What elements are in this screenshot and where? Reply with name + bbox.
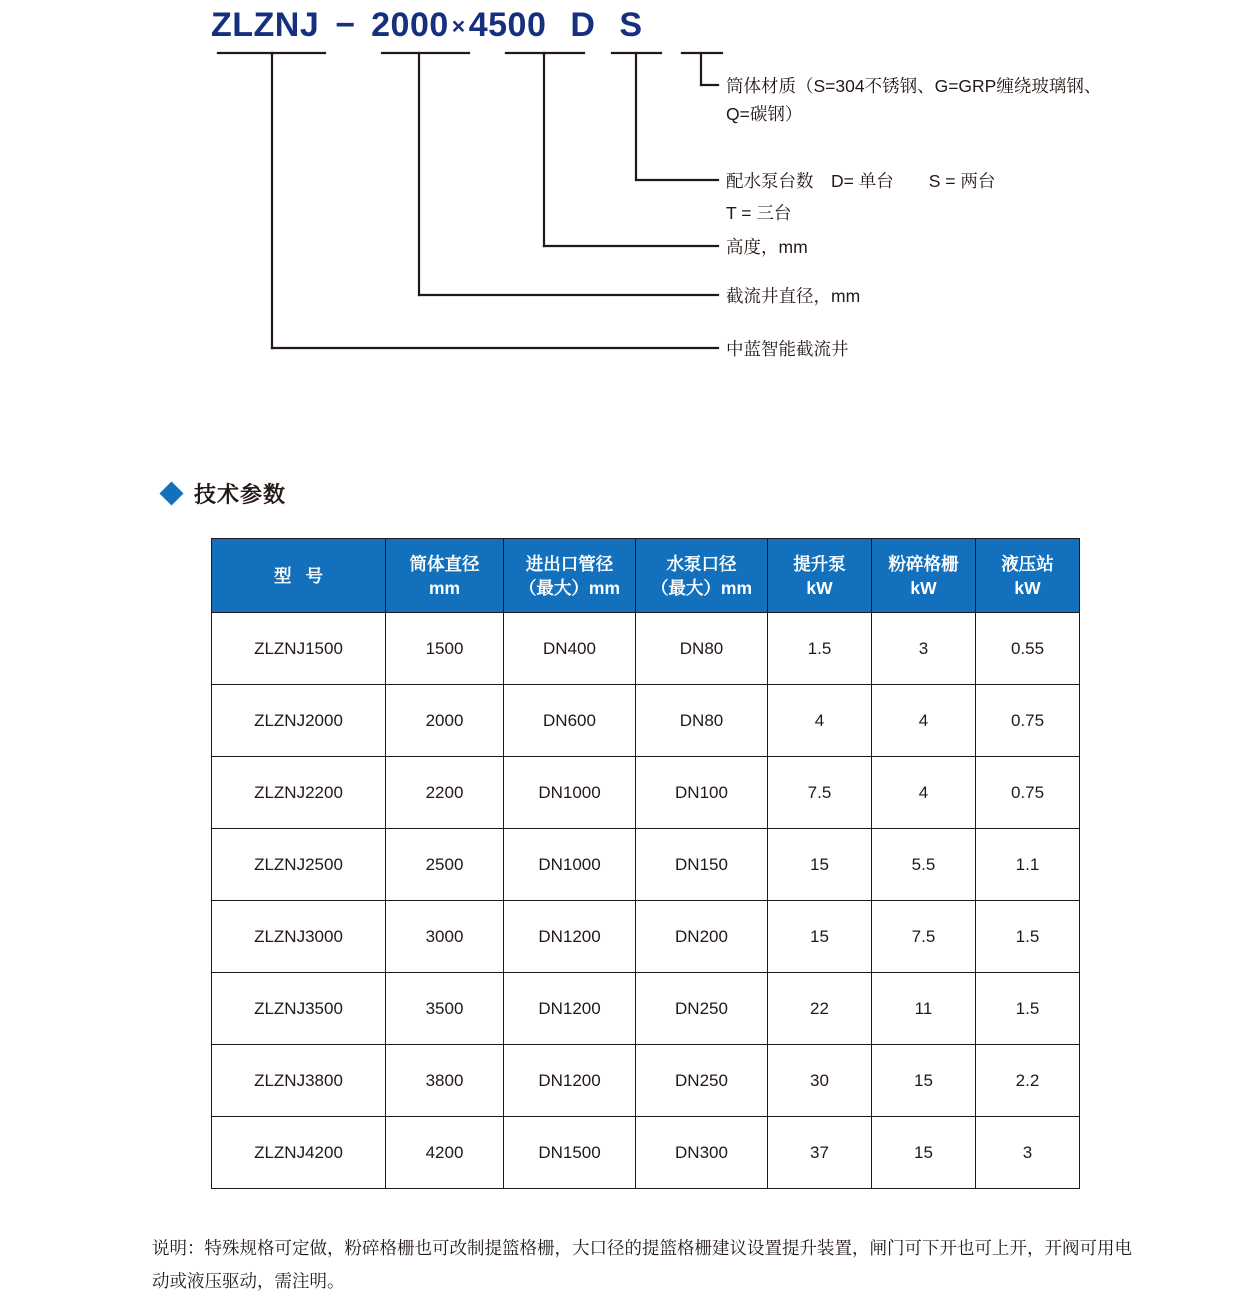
model-code-dash: − bbox=[335, 6, 356, 44]
cell-diameter: 2000 bbox=[386, 685, 504, 757]
cell-lift-pump: 15 bbox=[768, 829, 872, 901]
annotation-height: 高度，mm bbox=[726, 237, 808, 257]
cell-hydraulic-station: 0.75 bbox=[976, 685, 1080, 757]
cell-pump-diameter: DN80 bbox=[636, 613, 768, 685]
table-row bbox=[212, 829, 1080, 901]
table-row bbox=[212, 685, 1080, 757]
column-header-grinder: 粉碎格栅 kW bbox=[872, 539, 976, 613]
cell-lift-pump: 1.5 bbox=[768, 613, 872, 685]
table-row bbox=[212, 973, 1080, 1045]
diamond-bullet-icon bbox=[159, 481, 183, 505]
cell-lift-pump: 15 bbox=[768, 901, 872, 973]
cell-diameter: 3000 bbox=[386, 901, 504, 973]
cell-hydraulic-station: 3 bbox=[976, 1117, 1080, 1189]
section-heading bbox=[163, 478, 286, 509]
cell-hydraulic-station: 1.1 bbox=[976, 829, 1080, 901]
column-header-lift-pump: 提升泵 kW bbox=[768, 539, 872, 613]
annotation-material: 筒体材质（S=304不锈钢、G=GRP缠绕玻璃钢、Q=碳钢） bbox=[726, 76, 1102, 124]
cell-model: ZLZNJ3000 bbox=[212, 901, 386, 973]
column-header-diameter: 筒体直径 mm bbox=[386, 539, 504, 613]
cell-hydraulic-station: 2.2 bbox=[976, 1045, 1080, 1117]
cell-pipe-diameter: DN400 bbox=[504, 613, 636, 685]
cell-model: ZLZNJ4200 bbox=[212, 1117, 386, 1189]
table-row bbox=[212, 1117, 1080, 1189]
cell-pump-diameter: DN200 bbox=[636, 901, 768, 973]
cell-pump-diameter: DN150 bbox=[636, 829, 768, 901]
cell-model: ZLZNJ1500 bbox=[212, 613, 386, 685]
cell-lift-pump: 37 bbox=[768, 1117, 872, 1189]
model-code-material: S bbox=[619, 6, 643, 44]
cell-pipe-diameter: DN1000 bbox=[504, 757, 636, 829]
cell-pipe-diameter: DN1000 bbox=[504, 829, 636, 901]
cell-lift-pump: 22 bbox=[768, 973, 872, 1045]
cell-grinder: 4 bbox=[872, 685, 976, 757]
technical-parameters-table bbox=[211, 538, 1080, 1189]
column-header-pump-diameter: 水泵口径 （最大）mm bbox=[636, 539, 768, 613]
cell-diameter: 1500 bbox=[386, 613, 504, 685]
annotation-pump-count-line2: T = 三台 bbox=[726, 203, 792, 223]
table-header-row bbox=[212, 539, 1080, 613]
model-code-diagram bbox=[0, 0, 1258, 400]
model-code-pump-count: D bbox=[570, 6, 596, 44]
footnote: 说明：特殊规格可定做，粉碎格栅也可改制提篮格栅，大口径的提篮格栅建议设置提升装置，闸门可下开也可上开，开阀可用电动或液压驱动，需注明。 bbox=[152, 1238, 1132, 1291]
cell-hydraulic-station: 1.5 bbox=[976, 901, 1080, 973]
cell-lift-pump: 4 bbox=[768, 685, 872, 757]
leader-lines bbox=[0, 0, 1258, 400]
column-header-pipe-diameter: 进出口管径 （最大）mm bbox=[504, 539, 636, 613]
table-row bbox=[212, 901, 1080, 973]
cell-grinder: 3 bbox=[872, 613, 976, 685]
table-row bbox=[212, 757, 1080, 829]
model-code-prefix: ZLZNJ bbox=[211, 6, 320, 44]
model-code-height: 4500 bbox=[468, 6, 547, 44]
cell-pump-diameter: DN100 bbox=[636, 757, 768, 829]
cell-grinder: 5.5 bbox=[872, 829, 976, 901]
cell-model: ZLZNJ2200 bbox=[212, 757, 386, 829]
cell-grinder: 15 bbox=[872, 1117, 976, 1189]
model-code-diameter: 2000 bbox=[371, 6, 449, 44]
cell-lift-pump: 7.5 bbox=[768, 757, 872, 829]
cell-pump-diameter: DN80 bbox=[636, 685, 768, 757]
cell-pipe-diameter: DN1200 bbox=[504, 901, 636, 973]
annotation-pump-count: 配水泵台数 D= 单台 S = 两台 bbox=[726, 171, 996, 191]
cell-grinder: 4 bbox=[872, 757, 976, 829]
table-row bbox=[212, 613, 1080, 685]
cell-grinder: 11 bbox=[872, 973, 976, 1045]
cell-diameter: 3500 bbox=[386, 973, 504, 1045]
cell-pipe-diameter: DN600 bbox=[504, 685, 636, 757]
model-code-times: × bbox=[451, 13, 466, 39]
cell-hydraulic-station: 0.55 bbox=[976, 613, 1080, 685]
cell-lift-pump: 30 bbox=[768, 1045, 872, 1117]
cell-model: ZLZNJ3800 bbox=[212, 1045, 386, 1117]
cell-diameter: 4200 bbox=[386, 1117, 504, 1189]
cell-pump-diameter: DN300 bbox=[636, 1117, 768, 1189]
cell-pipe-diameter: DN1500 bbox=[504, 1117, 636, 1189]
cell-pipe-diameter: DN1200 bbox=[504, 973, 636, 1045]
cell-diameter: 2200 bbox=[386, 757, 504, 829]
cell-model: ZLZNJ2500 bbox=[212, 829, 386, 901]
cell-hydraulic-station: 0.75 bbox=[976, 757, 1080, 829]
cell-model: ZLZNJ2000 bbox=[212, 685, 386, 757]
column-header-hydraulic-station: 液压站 kW bbox=[976, 539, 1080, 613]
cell-model: ZLZNJ3500 bbox=[212, 973, 386, 1045]
cell-grinder: 15 bbox=[872, 1045, 976, 1117]
cell-grinder: 7.5 bbox=[872, 901, 976, 973]
cell-pipe-diameter: DN1200 bbox=[504, 1045, 636, 1117]
cell-pump-diameter: DN250 bbox=[636, 973, 768, 1045]
cell-hydraulic-station: 1.5 bbox=[976, 973, 1080, 1045]
table-row bbox=[212, 1045, 1080, 1117]
cell-diameter: 3800 bbox=[386, 1045, 504, 1117]
annotation-well-diameter: 截流井直径，mm bbox=[726, 286, 861, 306]
cell-pump-diameter: DN250 bbox=[636, 1045, 768, 1117]
page-title: 技术参数 bbox=[194, 482, 287, 507]
cell-diameter: 2500 bbox=[386, 829, 504, 901]
annotation-product-name: 中蓝智能截流井 bbox=[726, 339, 849, 359]
column-header-model: 型 号 bbox=[212, 539, 386, 613]
